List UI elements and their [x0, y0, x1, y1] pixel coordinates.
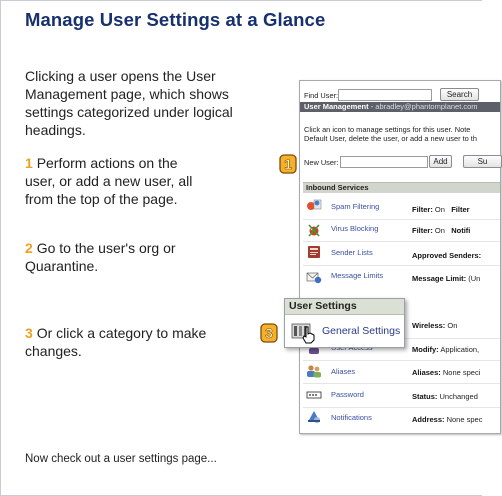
step-2-text: 2 Go to the user's org or Quarantine.: [25, 240, 176, 274]
spam-filter-icon: [306, 197, 322, 213]
spam-filtering-value: Filter: On Filter: [412, 205, 470, 214]
step-1-badge-icon: [279, 154, 297, 174]
new-user-label: New User:: [304, 158, 339, 167]
sender-lists-value: Approved Senders:: [412, 251, 482, 260]
row-divider: [303, 241, 500, 242]
step-1-text: 1 Perform actions on the user, or add a new user, all from the top of the page.: [25, 155, 193, 207]
message-limits-icon: [306, 269, 322, 285]
password-icon: [306, 387, 322, 403]
intro-text: Clicking a user opens the User Management page, which shows settings categorized under logical headings.: [25, 68, 233, 138]
popup-header: User Settings: [285, 299, 404, 315]
row-divider: [303, 219, 500, 220]
step-2-number: 2: [25, 240, 33, 256]
footer-text: Now check out a user settings page...: [25, 453, 217, 465]
help-text: Click an icon to manage settings for this user. Note Default User, delete the user, or add a new user to th: [304, 125, 477, 143]
password-link[interactable]: Password: [331, 390, 364, 399]
page-title: Manage User Settings at a Glance: [25, 9, 326, 30]
row-divider: [303, 383, 500, 384]
step-1-number: 1: [25, 155, 33, 171]
step-3-number: 3: [25, 325, 33, 341]
new-user-input[interactable]: [340, 156, 428, 168]
virus-blocking-link[interactable]: Virus Blocking: [331, 224, 379, 233]
user-access-value: Modify: Application,: [412, 345, 480, 354]
password-value: Status: Unchanged: [412, 392, 478, 401]
step-3-badge-icon: [260, 323, 278, 343]
sender-lists-link[interactable]: Sender Lists: [331, 248, 373, 257]
general-settings-link[interactable]: General Settings: [322, 325, 401, 337]
message-limits-value: Message Limit: (Un: [412, 274, 481, 283]
sender-lists-icon: [306, 244, 322, 260]
message-limits-link[interactable]: Message Limits: [331, 271, 384, 280]
add-button[interactable]: Add: [429, 155, 452, 168]
hand-cursor-icon: [302, 326, 316, 344]
bar-title: User Management: [304, 102, 369, 111]
row-divider: [303, 265, 500, 266]
user-management-bar: User Management - abradley@phantomplanet.com: [300, 102, 500, 112]
step-3-badge-number: 3: [265, 325, 273, 341]
virus-blocking-value: Filter: On Notifi: [412, 226, 471, 235]
user-management-screenshot: [299, 80, 501, 434]
find-user-input[interactable]: [338, 89, 432, 101]
aliases-icon: [306, 363, 322, 379]
user-settings-popup: [284, 298, 405, 348]
find-user-label: Find User:: [304, 91, 339, 100]
virus-blocking-icon: [306, 222, 322, 238]
aliases-value: Aliases: None speci: [412, 368, 481, 377]
wireless-value: Wireless: On: [412, 321, 458, 330]
notifications-icon: [306, 409, 322, 425]
aliases-link[interactable]: Aliases: [331, 367, 356, 376]
bar-email: abradley@phantomplanet.com: [375, 102, 478, 111]
step-3-text: 3 Or click a category to make changes.: [25, 325, 207, 359]
row-divider: [303, 360, 500, 361]
search-button[interactable]: Search: [440, 88, 479, 101]
submit-button[interactable]: Su: [463, 155, 502, 168]
step-1-badge-number: 1: [284, 156, 292, 172]
spam-filtering-link[interactable]: Spam Filtering: [331, 202, 380, 211]
notifications-link[interactable]: Notifications: [331, 413, 372, 422]
row-divider: [303, 407, 500, 408]
notifications-value: Address: None spec: [412, 415, 483, 424]
inbound-services-section: Inbound Services: [303, 182, 500, 193]
